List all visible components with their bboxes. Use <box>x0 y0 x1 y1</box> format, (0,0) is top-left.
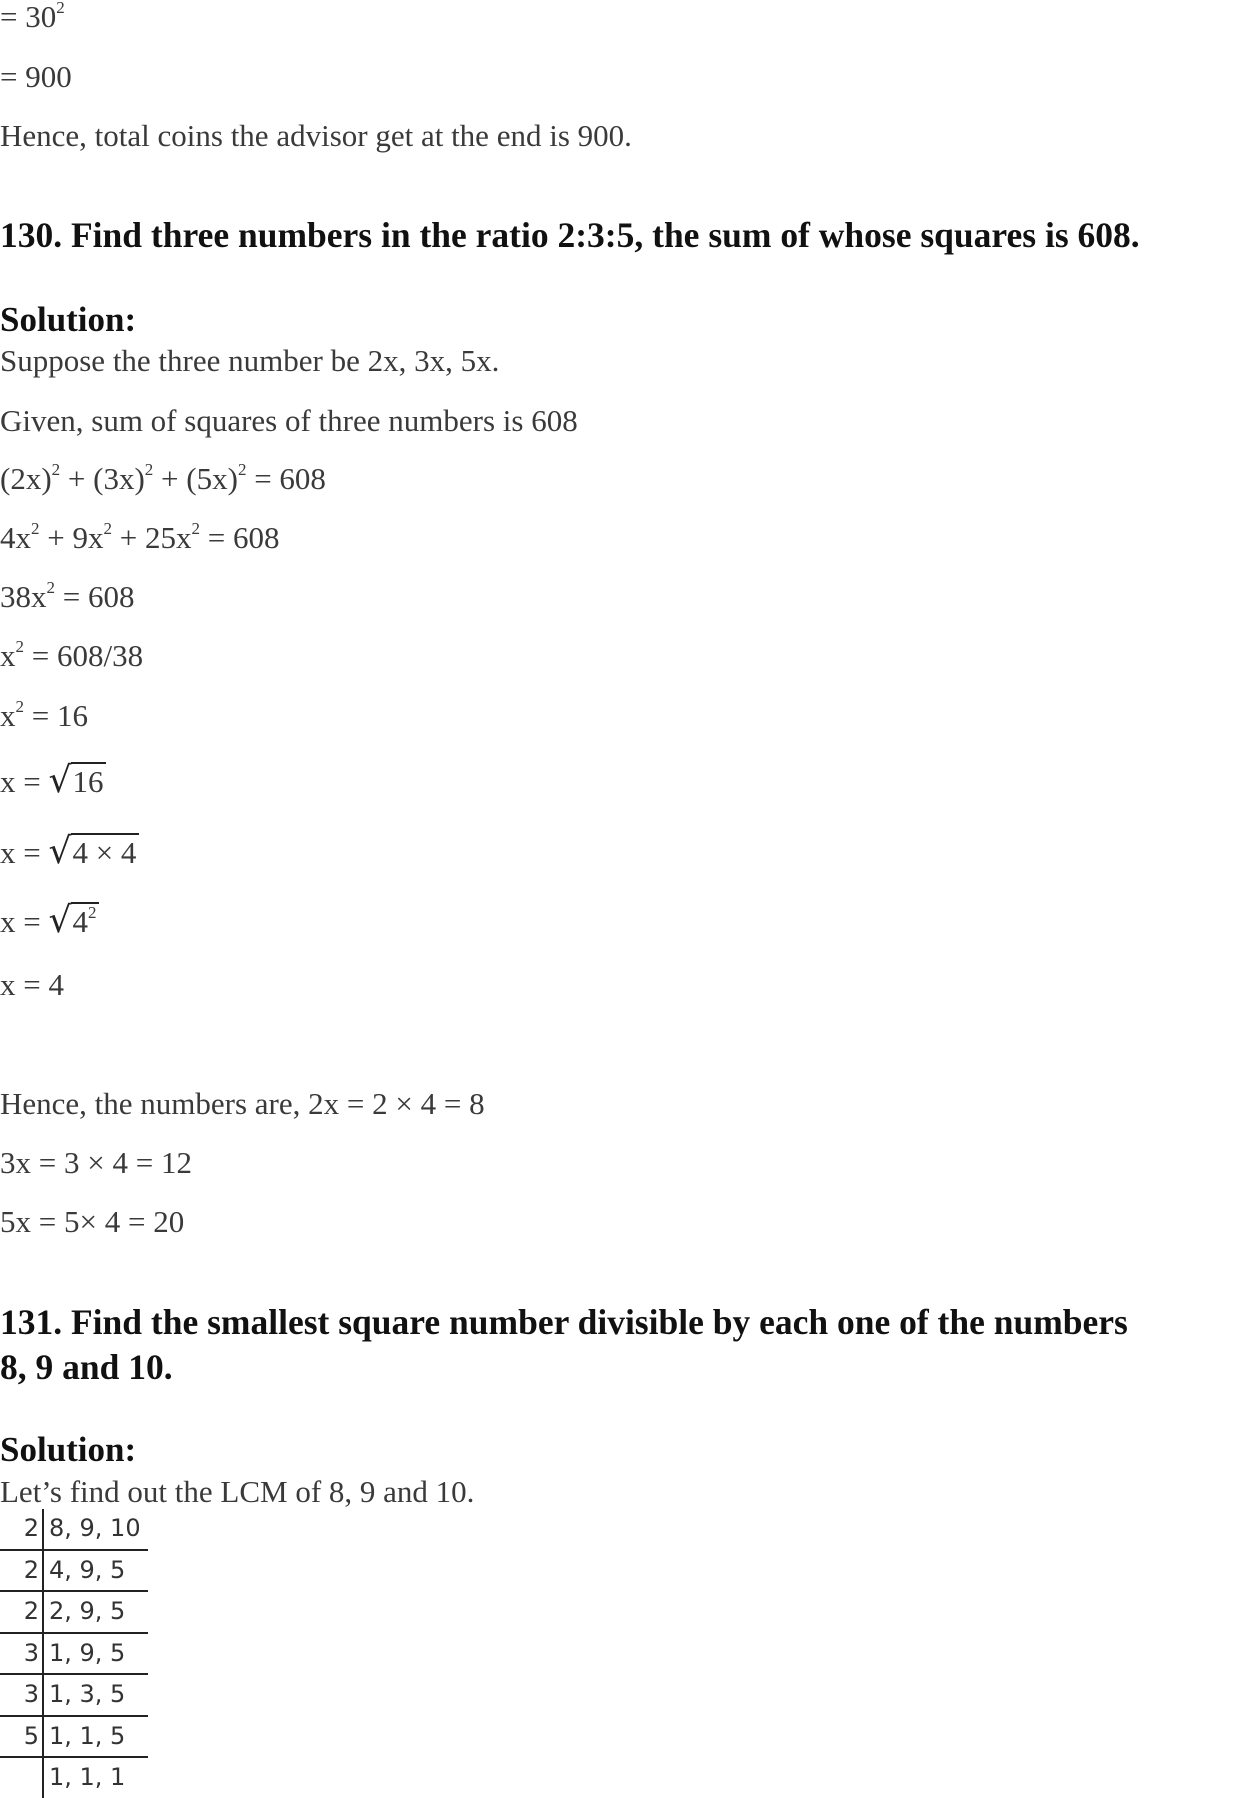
square-root-icon: √ <box>48 900 72 941</box>
lcm-row <box>0 1757 148 1798</box>
text: Hence, the numbers are, 2x = 2 × 4 = 8 <box>0 1086 485 1121</box>
radicand <box>71 762 106 799</box>
lcm-row <box>0 1716 148 1758</box>
math-line <box>0 696 88 741</box>
divisor: 2 <box>0 1591 43 1633</box>
exponent: 2 <box>144 460 154 479</box>
radicand <box>71 833 139 870</box>
math-line <box>0 761 106 802</box>
text: 4x <box>0 520 31 555</box>
exponent: 2 <box>87 903 97 922</box>
quotients: 1, 9, 5 <box>43 1633 148 1675</box>
lcm-row <box>0 1550 148 1592</box>
divisor: 3 <box>0 1674 43 1716</box>
text: 38x <box>0 579 47 614</box>
math-line <box>0 901 99 947</box>
exponent: 2 <box>15 637 24 656</box>
text: Hence, total coins the advisor get at the end is 900. <box>0 118 632 153</box>
question-131-heading-line2: 8, 9 and 10. <box>0 1347 173 1387</box>
quotients: 1, 1, 1 <box>49 1763 126 1792</box>
radicand-text: 4 × 4 <box>72 835 137 870</box>
text: x <box>0 638 16 673</box>
exponent: 2 <box>46 578 55 597</box>
exponent: 2 <box>31 519 40 538</box>
math-line <box>0 518 279 563</box>
text: x = 4 <box>0 967 64 1002</box>
quotients: 8, 9, 10 <box>43 1509 148 1550</box>
text: x <box>0 698 16 733</box>
text: = 900 <box>0 59 72 94</box>
text: + 25x <box>111 520 192 555</box>
text: x = <box>0 764 49 799</box>
divisor: 2 <box>0 1550 43 1592</box>
solution-label: Solution: <box>0 1430 137 1469</box>
square-root-icon: √ <box>48 760 72 801</box>
math-line <box>0 832 139 873</box>
exponent: 2 <box>103 519 112 538</box>
text: = 608 <box>246 461 326 496</box>
text: = 608 <box>55 579 135 614</box>
text: = 30 <box>0 0 57 34</box>
exponent: 2 <box>56 0 65 17</box>
text: = 608 <box>199 520 280 555</box>
text: Suppose the three number be 2x, 3x, 5x. <box>0 343 500 378</box>
lcm-row <box>0 1591 148 1633</box>
divisor <box>0 1757 43 1798</box>
text: Given, sum of squares of three numbers is 608 <box>0 403 578 438</box>
lcm-intro: Let’s find out the LCM of 8, 9 and 10. <box>0 1474 475 1509</box>
math-line <box>0 1202 184 1242</box>
math-line <box>0 577 134 622</box>
exponent: 2 <box>15 697 24 716</box>
math-line <box>0 341 499 381</box>
solution-label: Solution: <box>0 300 137 339</box>
math-line <box>0 0 65 42</box>
exponent: 2 <box>51 460 61 479</box>
exponent: 2 <box>191 519 200 538</box>
text: (2x) <box>0 461 52 496</box>
text: + 9x <box>39 520 104 555</box>
text: 5x = 5× 4 = 20 <box>0 1204 185 1239</box>
math-line <box>0 965 64 1005</box>
radicand-text: 16 <box>72 764 104 799</box>
question-131-heading-line1: 131. Find the smallest square number divisible by each one of the numbers <box>0 1302 1128 1342</box>
quotients: 1, 1, 5 <box>43 1716 148 1758</box>
lcm-row <box>0 1509 148 1550</box>
math-line <box>0 636 143 681</box>
exponent: 2 <box>237 460 247 479</box>
quotients: 1, 3, 5 <box>43 1674 148 1716</box>
quotients: 2, 9, 5 <box>43 1591 148 1633</box>
text: = 608/38 <box>24 638 144 673</box>
text: = 16 <box>24 698 88 733</box>
divisor: 3 <box>0 1633 43 1675</box>
quotients: 4, 9, 5 <box>43 1550 148 1592</box>
question-130-heading: 130. Find three numbers in the ratio 2:3:5, the sum of whose squares is 608. <box>0 215 1140 255</box>
text: + (5x) <box>153 461 238 496</box>
square-root-icon: √ <box>48 831 72 872</box>
lcm-row <box>0 1674 148 1716</box>
math-line <box>0 1143 192 1183</box>
divisor: 2 <box>0 1509 43 1550</box>
text: x = <box>0 835 49 870</box>
text: + (3x) <box>60 461 145 496</box>
math-line <box>0 459 326 504</box>
math-line <box>0 1084 485 1124</box>
text: 3x = 3 × 4 = 12 <box>0 1145 192 1180</box>
math-line <box>0 401 578 441</box>
text: x = <box>0 904 49 939</box>
radicand-text: 4 <box>72 904 88 939</box>
math-line <box>0 57 72 97</box>
lcm-division-table <box>0 1509 148 1798</box>
math-line <box>0 116 632 156</box>
divisor: 5 <box>0 1716 43 1758</box>
lcm-row <box>0 1633 148 1675</box>
radicand <box>71 902 99 939</box>
